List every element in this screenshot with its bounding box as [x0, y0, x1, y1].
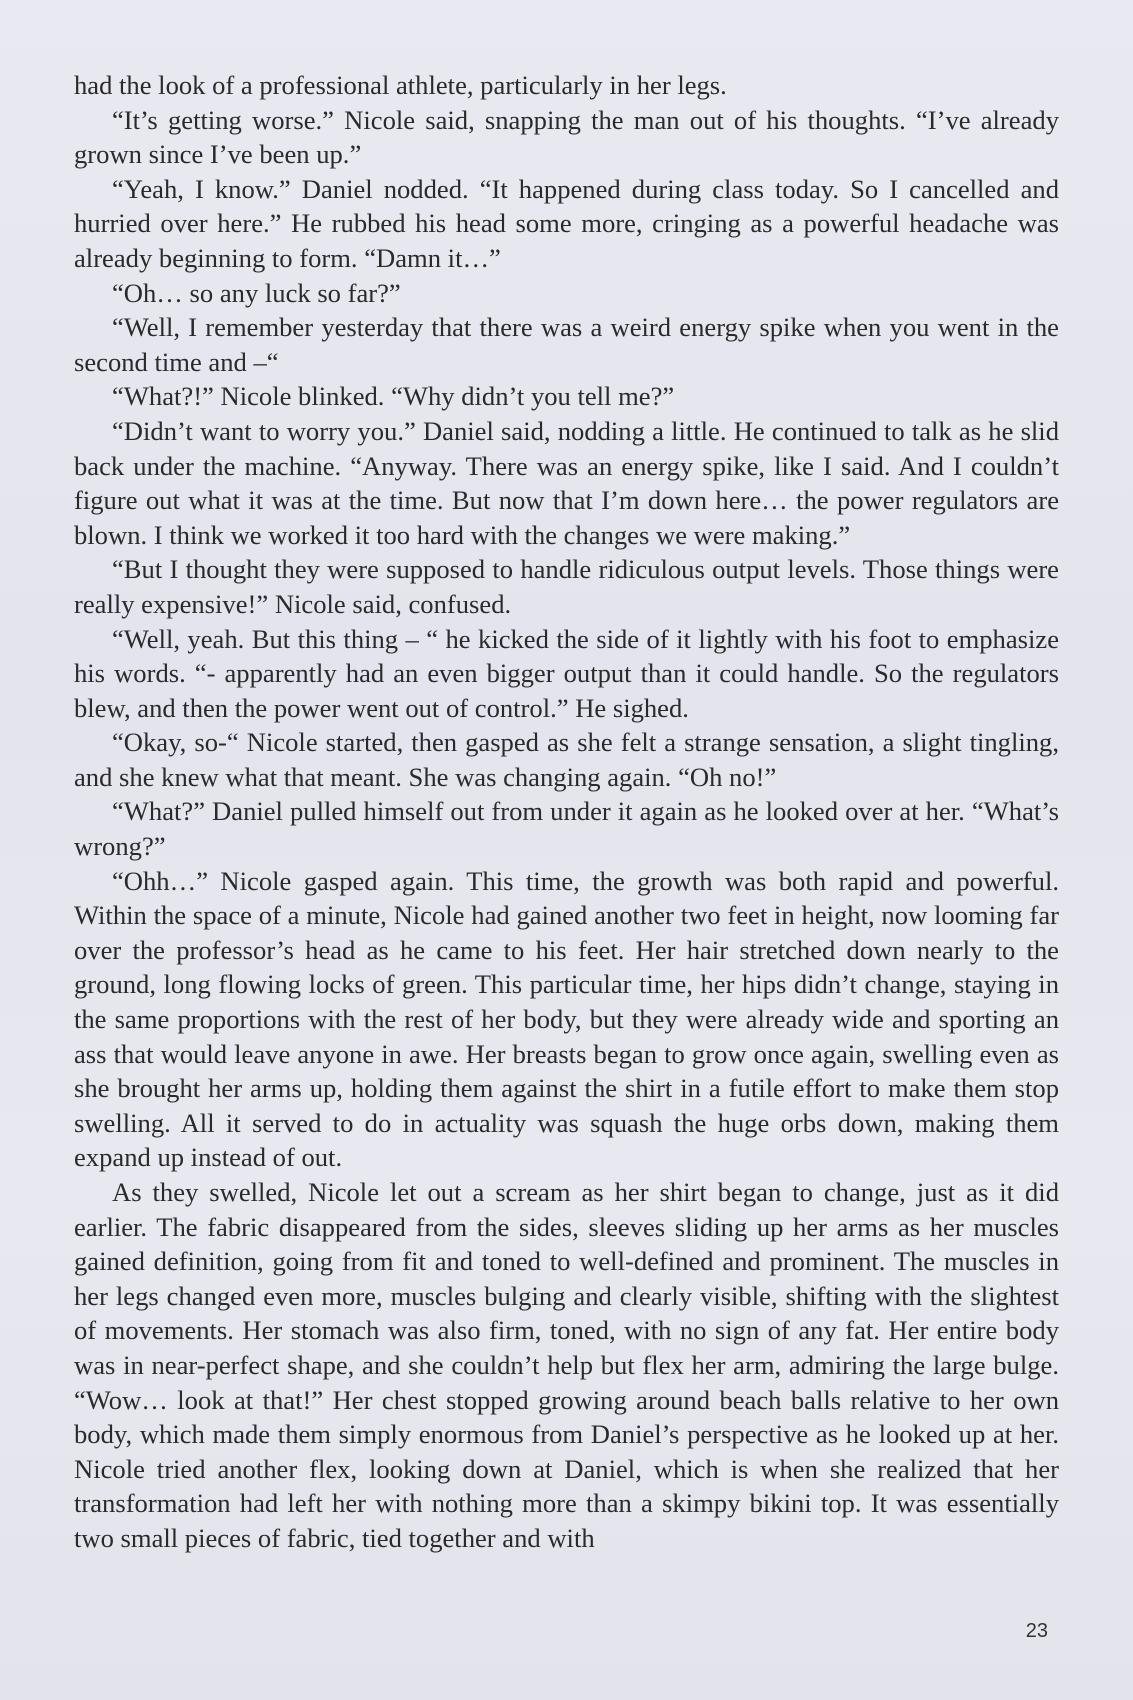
- paragraph: “What?!” Nicole blinked. “Why didn’t you tell me?”: [112, 381, 675, 412]
- paragraph: “Well, I remember yesterday that there was a weird energy spike when you went in the second time and –“: [74, 312, 1059, 377]
- paragraph: “Okay, so-“ Nicole started, then gasped as she felt a strange sensation, a slight tingling, and she knew what that meant. She was changing again. “Oh no!”: [74, 727, 1059, 792]
- paragraph: “What?” Daniel pulled himself out from under it again as he looked over at her. “What’s wrong?”: [74, 796, 1059, 862]
- paragraph: “Well, yeah. But this thing – “ he kicked the side of it lightly with his foot to emphasize his words. “- apparently had an even bigger output than it could handle. So the regulators blew, and then the power went out of control.” He sighed.: [74, 623, 1059, 723]
- paragraph: As they swelled, Nicole let out a scream as her shirt began to change, just as it did earlier. The fabric disappeared from the sides, sleeves sliding up her arms as her muscles gained definition, going from fit and toned to well-defined and prominent. The muscles in her legs changed even more, muscles bulging and clearly visible, shifting with the slightest of movements. Her stomach was also firm, toned, with no sign of any fat. Her entire body was in near-perfect shape, and she couldn’t help but flex her arm, admiring the large bulge. “Wow… look at that!” Her chest stopped growing around beach balls relative to her own body, which made them simply enormous from Daniel’s perspective as he looked up at her. Nicole tried another flex, looking down at Daniel, which is when she realized that her transformation had left her with nothing more than a skimpy bikini top. It was essentially two small pieces of fabric, tied together and with: [74, 1177, 1059, 1553]
- paragraph: “Oh… so any luck so far?”: [112, 277, 401, 308]
- paragraph: “But I thought they were supposed to handle ridiculous output levels. Those things were really expensive!” Nicole said, confused.: [74, 554, 1059, 619]
- body-text: [74, 68, 1059, 1556]
- paragraph: had the look of a professional athlete, particularly in her legs.: [74, 70, 727, 100]
- paragraph: “Yeah, I know.” Daniel nodded. “It happened during class today. So I cancelled and hurried over here.” He rubbed his head some more, cringing as a powerful headache was already beginning to form. “Damn it…”: [74, 173, 1059, 273]
- paragraph: “It’s getting worse.” Nicole said, snapping the man out of his thoughts. “I’ve already grown since I’ve been up.”: [74, 104, 1059, 170]
- paragraph: “Didn’t want to worry you.” Daniel said, nodding a little. He continued to talk as he slid back under the machine. “Anyway. There was an energy spike, like I said. And I couldn’t figure out what it was at the time. But now that I’m down here… the power regulators are blown. I think we worked it too hard with the changes we were making.”: [74, 415, 1059, 550]
- page-number: 23: [1025, 1620, 1048, 1642]
- paragraph: “Ohh…” Nicole gasped again. This time, the growth was both rapid and powerful. Within the space of a minute, Nicole had gained another two feet in height, now looming far over the professor’s head as he came to his feet. Her hair stretched down nearly to the ground, long flowing locks of green. This particular time, her hips didn’t change, staying in the same proportions with the rest of her body, but they were already wide and sporting an ass that would leave anyone in awe. Her breasts began to grow once again, swelling even as she brought her arms up, holding them against the shirt in a futile effort to make them stop swelling. All it served to do in actuality was squash the huge orbs down, making them expand up instead of out.: [74, 865, 1059, 1173]
